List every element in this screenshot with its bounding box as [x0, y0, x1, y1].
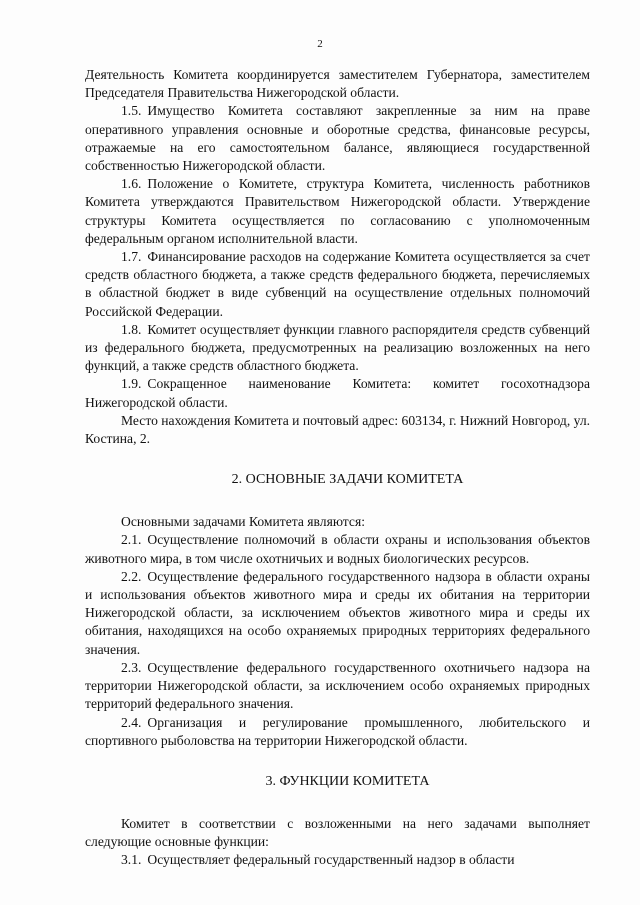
page-number: 2	[317, 38, 323, 50]
section-3-intro: Комитет в соответствии с возложенными на него задачами выполняет следующие основные функции:	[85, 815, 590, 850]
document-body	[85, 66, 590, 870]
paragraph-2-4: 2.4. Организация и регулирование промышленного, любительского и спортивного рыболовства на территории Нижегородской области.	[85, 714, 590, 748]
paragraph-1-8: 1.8. Комитет осуществляет функции главного распорядителя средств субвенций из федерального бюджета, предусмотренных на реализацию возложенных на него функций, а также средств областного бюджета.	[85, 321, 590, 374]
paragraph-1-5: 1.5. Имущество Комитета составляют закрепленные за ним на праве оперативного управления основные и оборотные средства, финансовые ресурсы, отражаемые на его самостоятельном балансе, являющиеся государственной собственностью Нижегородской области.	[85, 103, 590, 174]
paragraph-1-9: 1.9. Сокращенное наименование Комитета: комитет госохотнадзора Нижегородской области.	[85, 376, 590, 410]
paragraph-2-3: 2.3. Осуществление федерального государственного охотничьего надзора на территории Нижегородской области, за исключением особо охраняемых природных территорий федерального значения.	[85, 659, 590, 712]
section-2-heading: 2. ОСНОВНЫЕ ЗАДАЧИ КОМИТЕТА	[231, 472, 464, 488]
paragraph-1-6: 1.6. Положение о Комитете, структура Комитета, численность работников Комитета утверждаются Правительством Нижегородской области. Утверждение структуры Комитета осуществляется по согласованию с уполномоченным федеральным органом исполнительной власти.	[85, 176, 590, 246]
paragraph: Деятельность Комитета координируется заместителем Губернатора, заместителем Председателя Правительства Нижегородской области.	[85, 67, 590, 101]
paragraph-2-1: 2.1. Осуществление полномочий в области охраны и использования объектов животного мира, в том числе охотничьих и водных биологических ресурсов.	[85, 532, 590, 566]
section-2-intro: Основными задачами Комитета являются:	[121, 514, 365, 530]
paragraph-1-7: 1.7. Финансирование расходов на содержание Комитета осуществляется за счет средств областного бюджета, а также средств федерального бюджета, перечисляемых в областной бюджет в виде субвенций на осуществление отдельных полномочий Российской Федерации.	[85, 249, 590, 319]
paragraph-address: Место нахождения Комитета и почтовый адрес: 603134, г. Нижний Новгород, ул. Костина, 2.	[85, 412, 591, 447]
paragraph-2-2: 2.2. Осуществление федерального государственного надзора в области охраны и использования объектов животного мира и среды их обитания на территории Нижегородской области, за исключением объектов животного мира и среды их обитания, находящихся на особо охраняемых природных территориях федерального значения.	[85, 568, 590, 657]
paragraph-3-1: 3.1. Осуществляет федеральный государственный надзор в области	[121, 852, 515, 868]
section-3-heading: 3. ФУНКЦИИ КОМИТЕТА	[265, 773, 430, 789]
